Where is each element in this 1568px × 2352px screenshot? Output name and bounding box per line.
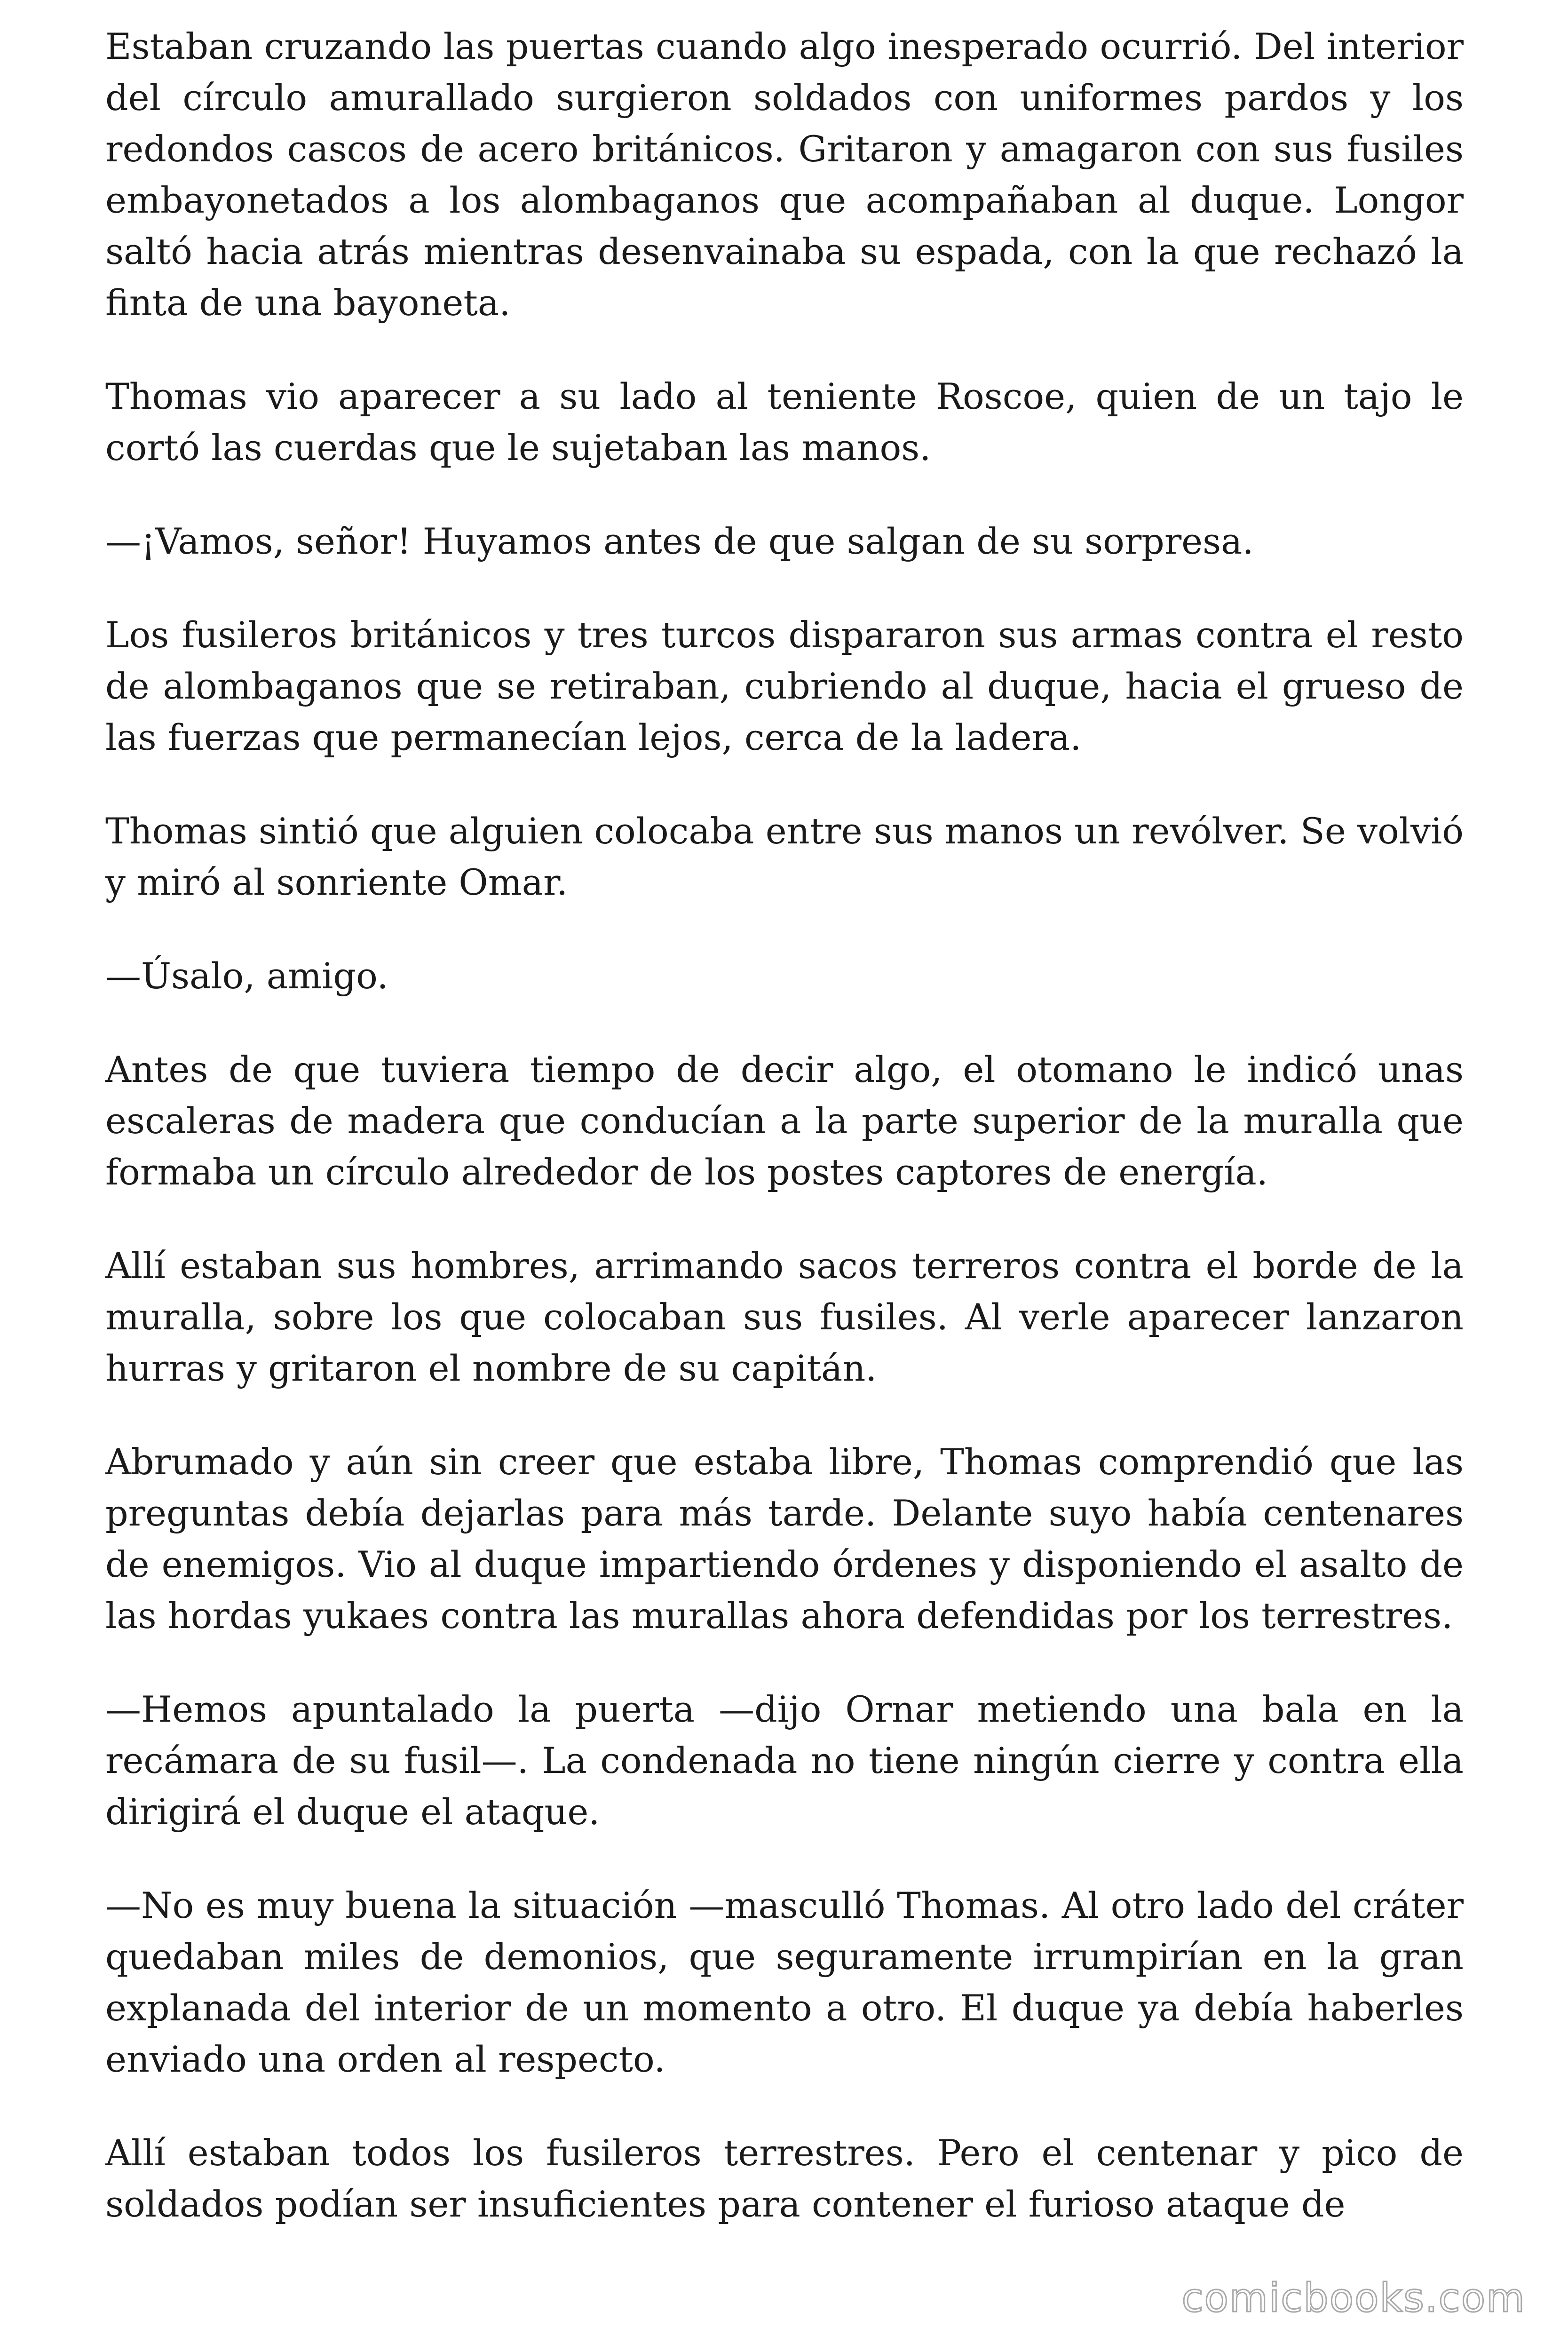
paragraph-6: —Úsalo, amigo. (105, 955, 388, 997)
paragraph-12: Allí estaban todos los fusileros terrestres. Pero el centenar y pico de soldados podían ser insuficientes para contener el furioso ataque de (105, 2132, 1464, 2225)
paragraph-9: Abrumado y aún sin creer que estaba libre, Thomas comprendió que las preguntas debía dejarlas para más tarde. Delante suyo había centenares de enemigos. Vio al duque impartiendo órdenes y disponiendo el asalto de las hordas yukaes contra las murallas ahora defendidas por los terrestres. (105, 1441, 1464, 1637)
page-text (105, 21, 1464, 2230)
paragraph-2: Thomas vio aparecer a su lado al teniente Roscoe, quien de un tajo le cortó las cuerdas que le sujetaban las manos. (105, 375, 1464, 469)
paragraph-1: Estaban cruzando las puertas cuando algo inesperado ocurrió. Del interior del círculo amurallado surgieron soldados con uniformes pardos y los redondos cascos de acero británicos. Gritaron y amagaron con sus fusiles embayonetados a los alombaganos que acompañaban al duque. Longor saltó hacia atrás mientras desenvainaba su espada, con la que rechazó la finta de una bayoneta. (105, 25, 1464, 324)
paragraph-7: Antes de que tuviera tiempo de decir algo, el otomano le indicó unas escaleras de madera que conducían a la parte superior de la muralla que formaba un círculo alrededor de los postes captores de energía. (105, 1049, 1464, 1193)
paragraph-5: Thomas sintió que alguien colocaba entre sus manos un revólver. Se volvió y miró al sonriente Omar. (105, 810, 1464, 903)
watermark-logo: comicbooks.com (1181, 2275, 1526, 2321)
paragraph-4: Los fusileros británicos y tres turcos dispararon sus armas contra el resto de alombaganos que se retiraban, cubriendo al duque, hacia el grueso de las fuerzas que permanecían lejos, cerca de la ladera. (105, 614, 1464, 758)
paragraph-10: —Hemos apuntalado la puerta —dijo Ornar metiendo una bala en la recámara de su fusil—. La condenada no tiene ningún cierre y contra ella dirigirá el duque el ataque. (105, 1688, 1464, 1833)
paragraph-11: —No es muy buena la situación —masculló Thomas. Al otro lado del cráter quedaban miles de demonios, que seguramente irrumpirían en la gran explanada del interior de un momento a otro. El duque ya debía haberles enviado una orden al respecto. (105, 1884, 1464, 2080)
paragraph-8: Allí estaban sus hombres, arrimando sacos terreros contra el borde de la muralla, sobre los que colocaban sus fusiles. Al verle aparecer lanzaron hurras y gritaron el nombre de su capitán. (105, 1245, 1464, 1389)
paragraph-3: —¡Vamos, señor! Huyamos antes de que salgan de su sorpresa. (105, 520, 1254, 562)
